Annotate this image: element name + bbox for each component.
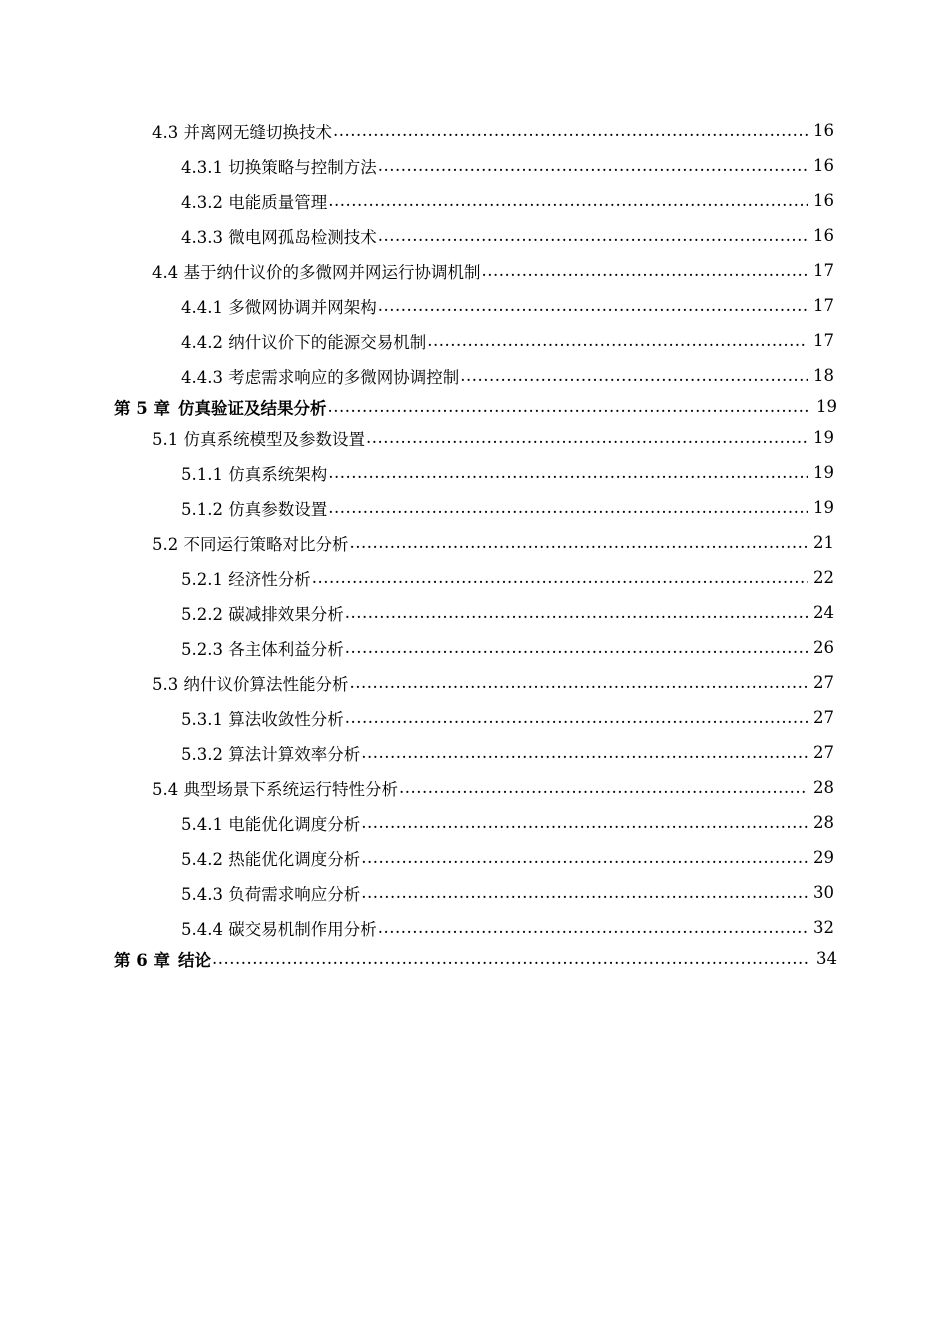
toc-entry[interactable] — [0, 840, 950, 875]
toc-entry[interactable] — [0, 665, 950, 700]
toc-page-number: 17 — [813, 331, 834, 350]
toc-page-number: 16 — [813, 226, 834, 245]
toc-page-number: 19 — [813, 498, 834, 517]
toc-page-number: 16 — [813, 156, 834, 175]
toc-entry-title — [114, 395, 326, 419]
toc-entry[interactable] — [0, 560, 950, 595]
toc-entry-title: 5.4.2 热能优化调度分析 — [181, 849, 361, 869]
toc-entry-title: 4.4.1 多微网协调并网架构 — [181, 297, 377, 317]
toc-page-number: 24 — [813, 603, 834, 622]
toc-page-number: 16 — [813, 121, 834, 140]
toc-page-number: 30 — [813, 883, 834, 902]
toc-leader-dots — [212, 949, 811, 969]
toc-entry-title — [114, 947, 211, 971]
toc-entry[interactable] — [0, 358, 950, 393]
toc-entry[interactable] — [0, 455, 950, 490]
toc-entry-title: 4.3 并离网无缝切换技术 — [152, 122, 332, 142]
toc-entry[interactable] — [0, 420, 950, 455]
toc-entry[interactable] — [0, 700, 950, 735]
toc-entry[interactable] — [0, 113, 950, 148]
toc-entry[interactable] — [0, 323, 950, 358]
toc-entry-title: 4.4.3 考虑需求响应的多微网协调控制 — [181, 367, 460, 387]
toc-chapter-entry[interactable] — [0, 393, 950, 420]
toc-entry-title: 5.2.3 各主体利益分析 — [181, 639, 344, 659]
toc-entry-title: 5.1.1 仿真系统架构 — [181, 464, 328, 484]
toc-page-number: 28 — [813, 813, 834, 832]
toc-leader-dots — [482, 261, 809, 281]
toc-entry-title: 5.4.3 负荷需求响应分析 — [181, 884, 361, 904]
toc-leader-dots — [345, 708, 808, 728]
toc-entry[interactable] — [0, 875, 950, 910]
toc-leader-dots — [350, 533, 809, 553]
toc-leader-dots — [345, 638, 808, 658]
toc-entry-title: 5.1.2 仿真参数设置 — [181, 499, 328, 519]
toc-page-number: 29 — [813, 848, 834, 867]
toc-entry[interactable] — [0, 288, 950, 323]
toc-chapter-title: 结论 — [177, 950, 211, 970]
toc-leader-dots — [361, 883, 808, 903]
toc-entry-title: 5.2 不同运行策略对比分析 — [152, 534, 349, 554]
toc-entry[interactable] — [0, 218, 950, 253]
toc-leader-dots — [378, 156, 808, 176]
toc-leader-dots — [378, 296, 808, 316]
toc-leader-dots — [378, 918, 808, 938]
toc-entry-title: 4.3.1 切换策略与控制方法 — [181, 157, 377, 177]
toc-leader-dots — [328, 498, 808, 518]
toc-leader-dots — [328, 191, 808, 211]
toc-entry-title: 4.4 基于纳什议价的多微网并网运行协调机制 — [152, 262, 481, 282]
toc-page-number: 19 — [813, 428, 834, 447]
toc-entry-title: 5.4 典型场景下系统运行特性分析 — [152, 779, 398, 799]
toc-entry[interactable] — [0, 770, 950, 805]
toc-page-number: 28 — [813, 778, 834, 797]
toc-leader-dots — [312, 568, 808, 588]
toc-entry-title: 5.2.2 碳减排效果分析 — [181, 604, 344, 624]
toc-page-number: 19 — [813, 463, 834, 482]
toc-leader-dots — [460, 366, 808, 386]
toc-leader-dots — [328, 463, 808, 483]
toc-entry[interactable] — [0, 148, 950, 183]
toc-entry-title: 5.1 仿真系统模型及参数设置 — [152, 429, 365, 449]
toc-entry-title: 5.4.1 电能优化调度分析 — [181, 814, 361, 834]
toc-leader-dots — [378, 226, 808, 246]
toc-page-number: 19 — [816, 397, 837, 416]
toc-entry-title: 5.3.1 算法收敛性分析 — [181, 709, 344, 729]
toc-entry[interactable] — [0, 805, 950, 840]
toc-leader-dots — [427, 331, 808, 351]
toc-chapter-number: 第 5 章 — [114, 398, 170, 418]
toc-leader-dots — [399, 778, 808, 798]
toc-chapter-title: 仿真验证及结果分析 — [177, 398, 327, 418]
toc-chapter-entry[interactable] — [0, 945, 950, 972]
toc-entry[interactable] — [0, 525, 950, 560]
toc-entry[interactable] — [0, 253, 950, 288]
toc-entry[interactable] — [0, 630, 950, 665]
toc-leader-dots — [361, 848, 808, 868]
toc-page-number: 22 — [813, 568, 834, 587]
toc-leader-dots — [345, 603, 808, 623]
toc-entry[interactable] — [0, 490, 950, 525]
toc-page-number: 34 — [816, 949, 837, 968]
toc-page-number: 27 — [813, 708, 834, 727]
toc-entry-title: 5.2.1 经济性分析 — [181, 569, 311, 589]
toc-entry-title: 5.3 纳什议价算法性能分析 — [152, 674, 349, 694]
toc-chapter-number: 第 6 章 — [114, 950, 170, 970]
toc-page-number: 16 — [813, 191, 834, 210]
toc-page-number: 26 — [813, 638, 834, 657]
toc-page-number: 21 — [813, 533, 834, 552]
toc-leader-dots — [350, 673, 809, 693]
toc-leader-dots — [361, 813, 808, 833]
toc-entry-title: 5.4.4 碳交易机制作用分析 — [181, 919, 377, 939]
toc-page-number: 17 — [813, 261, 834, 280]
toc-entry-title: 4.3.2 电能质量管理 — [181, 192, 328, 212]
table-of-contents — [0, 113, 950, 972]
toc-leader-dots — [333, 121, 808, 141]
toc-leader-dots — [366, 428, 808, 448]
toc-page-number: 27 — [813, 743, 834, 762]
toc-page-number: 32 — [813, 918, 834, 937]
toc-leader-dots — [327, 397, 811, 417]
toc-entry-title: 4.4.2 纳什议价下的能源交易机制 — [181, 332, 427, 352]
toc-page-number: 17 — [813, 296, 834, 315]
toc-entry[interactable] — [0, 183, 950, 218]
toc-leader-dots — [361, 743, 808, 763]
toc-entry[interactable] — [0, 735, 950, 770]
toc-entry[interactable] — [0, 595, 950, 630]
toc-entry[interactable] — [0, 910, 950, 945]
toc-entry-title: 4.3.3 微电网孤岛检测技术 — [181, 227, 377, 247]
toc-page-number: 27 — [813, 673, 834, 692]
toc-entry-title: 5.3.2 算法计算效率分析 — [181, 744, 361, 764]
toc-page-number: 18 — [813, 366, 834, 385]
